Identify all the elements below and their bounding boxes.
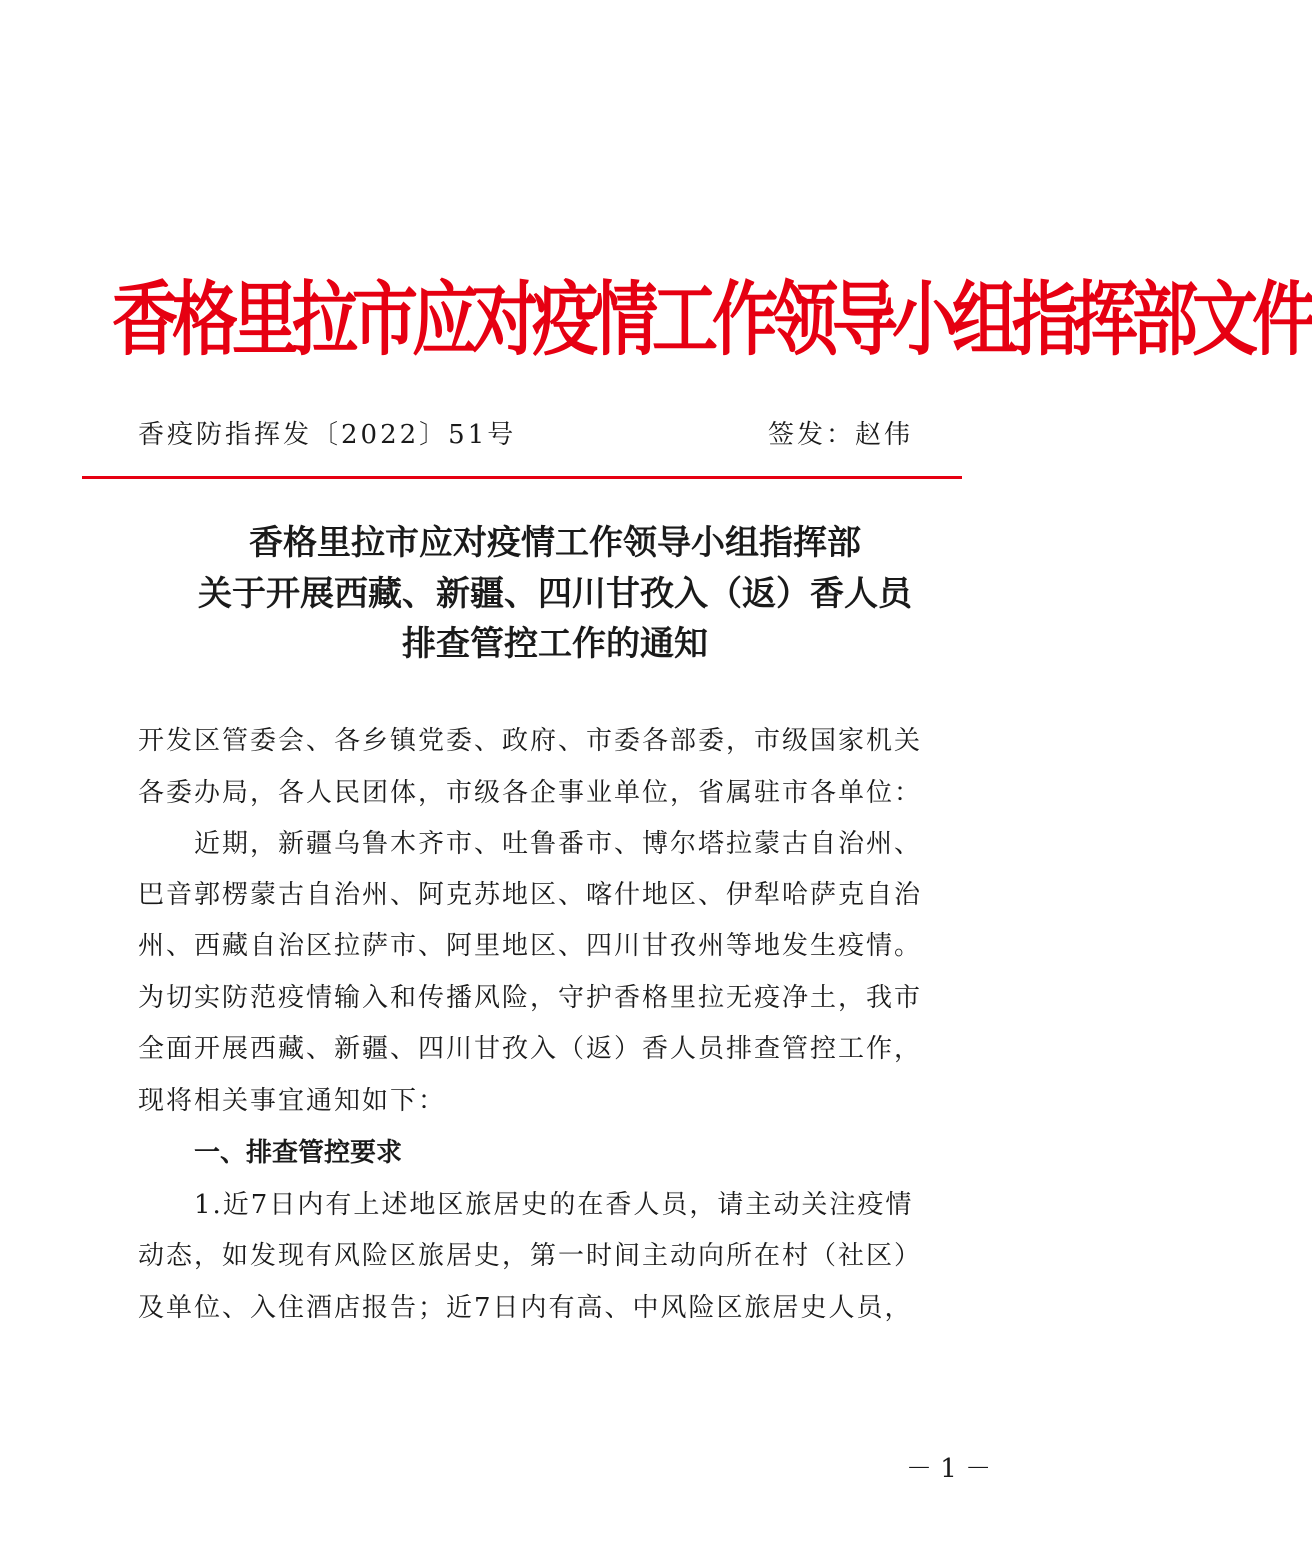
section-line: 1.近7日内有上述地区旅居史的在香人员，请主动关注疫情 <box>138 1190 914 1220</box>
red-divider <box>82 476 962 479</box>
masthead-title: 香格里拉市应对疫情工作领导小组指挥部文件 <box>112 272 1312 367</box>
section-line: 及单位、入住酒店报告；近7日内有高、中风险区旅居史人员， <box>138 1293 913 1323</box>
signer: 签发：赵伟 <box>768 420 914 450</box>
body-line: 全面开展西藏、新疆、四川甘孜入（返）香人员排查管控工作， <box>138 1034 923 1064</box>
body-line: 为切实防范疫情输入和传播风险，守护香格里拉无疫净土，我市 <box>138 983 923 1013</box>
document-number: 香疫防指挥发〔2022〕51号 <box>138 420 517 450</box>
body-line: 近期，新疆乌鲁木齐市、吐鲁番市、博尔塔拉蒙古自治州、 <box>138 829 923 859</box>
body-line: 州、西藏自治区拉萨市、阿里地区、四川甘孜州等地发生疫情。 <box>138 931 923 961</box>
title-line-1: 香格里拉市应对疫情工作领导小组指挥部 <box>249 523 861 563</box>
body-line: 开发区管委会、各乡镇党委、政府、市委各部委，市级国家机关 <box>138 726 923 756</box>
section-heading: 一、排查管控要求 <box>194 1138 403 1168</box>
body-line: 巴音郭楞蒙古自治州、阿克苏地区、喀什地区、伊犁哈萨克自治 <box>138 880 923 910</box>
body-line: 现将相关事宜通知如下： <box>138 1086 447 1116</box>
section-line: 动态，如发现有风险区旅居史，第一时间主动向所在村（社区） <box>138 1241 923 1271</box>
page-number: － 1 － <box>906 1454 992 1484</box>
title-line-3: 排查管控工作的通知 <box>402 624 708 664</box>
title-line-2: 关于开展西藏、新疆、四川甘孜入（返）香人员 <box>198 574 912 614</box>
body-line: 各委办局，各人民团体，市级各企事业单位，省属驻市各单位： <box>138 778 923 808</box>
